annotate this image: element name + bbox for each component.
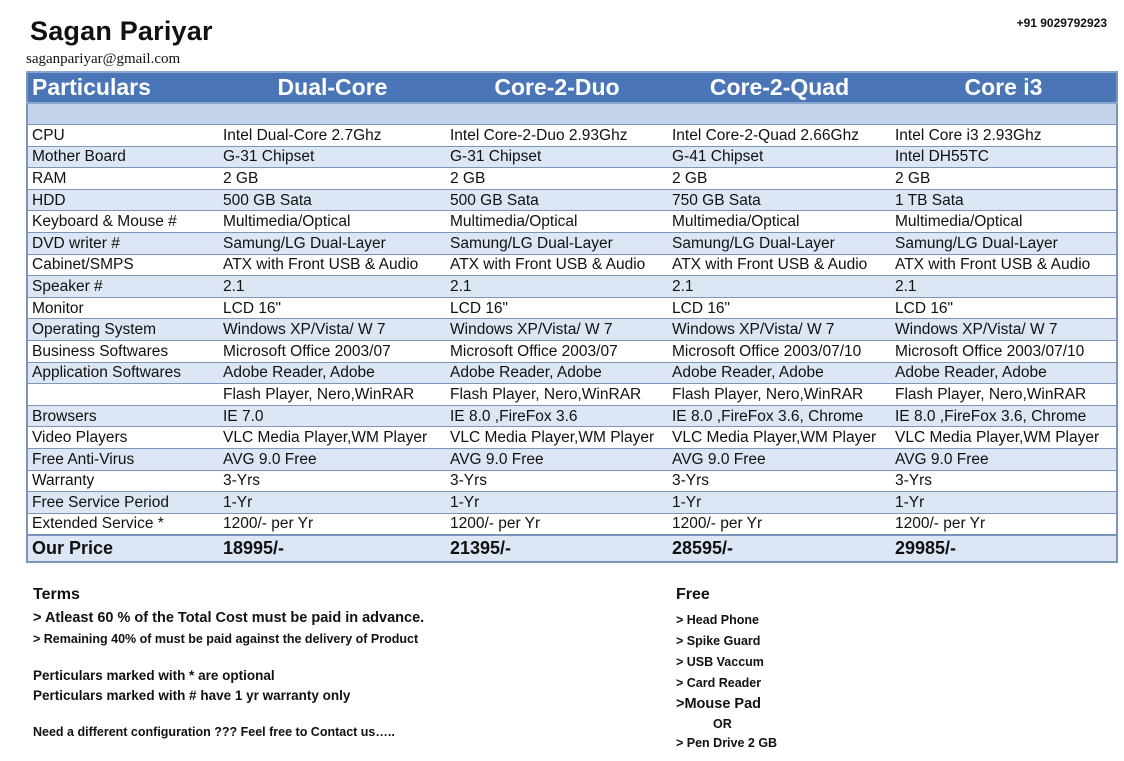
name-heading: Sagan Pariyar [30,16,213,46]
core-2-quad-cell: 2 GB [668,168,891,190]
warranty-note: Perticulars marked with # have 1 yr warranty only [33,688,351,703]
price-row [27,535,1117,562]
email-text: saganpariyar@gmail.com [26,51,181,67]
free-item: > Head Phone [676,613,760,627]
core-2-duo-cell: Multimedia/Optical [446,211,668,233]
core-2-duo-cell: 2 GB [446,168,668,190]
row-label [27,384,219,406]
price-cell: 18995/- [219,535,446,562]
core-2-quad-cell: ATX with Front USB & Audio [668,254,891,276]
dual-core-cell: Flash Player, Nero,WinRAR [219,384,446,406]
dual-core-cell: 2 GB [219,168,446,190]
core-2-duo-cell: AVG 9.0 Free [446,448,668,470]
core-i3-cell: IE 8.0 ,FireFox 3.6, Chrome [891,405,1117,427]
row-label: Operating System [27,319,219,341]
core-2-duo-cell: 2.1 [446,276,668,298]
row-label: Extended Service * [27,513,219,535]
core-2-duo-cell: Microsoft Office 2003/07 [446,340,668,362]
row-label: Video Players [27,427,219,449]
core-2-duo-cell: IE 8.0 ,FireFox 3.6 [446,405,668,427]
terms-remaining-line: > Remaining 40% of must be paid against the delivery of Product [33,632,419,646]
price-label: Our Price [27,535,219,562]
core-2-quad-cell: 3-Yrs [668,470,891,492]
contact-note: Need a different configuration ??? Feel free to Contact us….. [33,725,395,739]
core-i3-cell: 1 TB Sata [891,189,1117,211]
core-2-quad-cell: Windows XP/Vista/ W 7 [668,319,891,341]
row-label: Mother Board [27,146,219,168]
table-row [27,384,1117,406]
dual-core-cell: IE 7.0 [219,405,446,427]
core-2-duo-cell: LCD 16" [446,297,668,319]
core-2-quad-cell: Microsoft Office 2003/07/10 [668,340,891,362]
spacer-row [27,103,1117,125]
core-2-duo-cell: 1200/- per Yr [446,513,668,535]
table-row [27,125,1117,147]
free-item: > Spike Guard [676,634,761,648]
core-i3-cell: VLC Media Player,WM Player [891,427,1117,449]
core-i3-cell: 2 GB [891,168,1117,190]
core-2-quad-cell: Samung/LG Dual-Layer [668,232,891,254]
dual-core-cell: 500 GB Sata [219,189,446,211]
table-row [27,297,1117,319]
core-i3-cell: Microsoft Office 2003/07/10 [891,340,1117,362]
row-label: Cabinet/SMPS [27,254,219,276]
price-cell: 21395/- [446,535,668,562]
terms-title: Terms [33,586,80,603]
core-2-quad-cell: LCD 16" [668,297,891,319]
row-label: RAM [27,168,219,190]
core-2-quad-cell: AVG 9.0 Free [668,448,891,470]
core-2-quad-cell: 1-Yr [668,492,891,514]
free-section [676,586,976,754]
dual-core-cell: G-31 Chipset [219,146,446,168]
row-label: Browsers [27,405,219,427]
dual-core-cell: Windows XP/Vista/ W 7 [219,319,446,341]
phone-number: +91 9029792923 [1016,16,1107,30]
table-row [27,513,1117,535]
table-row [27,448,1117,470]
table-row [27,319,1117,341]
row-label: Keyboard & Mouse # [27,211,219,233]
core-i3-cell: 1-Yr [891,492,1117,514]
core-i3-cell: Windows XP/Vista/ W 7 [891,319,1117,341]
core-i3-cell: ATX with Front USB & Audio [891,254,1117,276]
table-row [27,340,1117,362]
row-label: Free Service Period [27,492,219,514]
core-i3-cell: Flash Player, Nero,WinRAR [891,384,1117,406]
header-dual-core: Dual-Core [219,72,446,103]
dual-core-cell: Multimedia/Optical [219,211,446,233]
free-item-last: > Pen Drive 2 GB [676,736,778,750]
table-row [27,362,1117,384]
specs-table [26,71,1118,563]
core-2-quad-cell: G-41 Chipset [668,146,891,168]
row-label: HDD [27,189,219,211]
core-2-quad-cell: VLC Media Player,WM Player [668,427,891,449]
row-label: Business Softwares [27,340,219,362]
table-row [27,232,1117,254]
core-i3-cell: AVG 9.0 Free [891,448,1117,470]
dual-core-cell: ATX with Front USB & Audio [219,254,446,276]
table-row [27,211,1117,233]
free-item: > USB Vaccum [676,655,764,669]
core-i3-cell: Samung/LG Dual-Layer [891,232,1117,254]
table-row [27,254,1117,276]
core-i3-cell: Adobe Reader, Adobe [891,362,1117,384]
dual-core-cell: AVG 9.0 Free [219,448,446,470]
core-2-duo-cell: Intel Core-2-Duo 2.93Ghz [446,125,668,147]
header-particulars: Particulars [27,72,219,103]
dual-core-cell: Adobe Reader, Adobe [219,362,446,384]
core-2-quad-cell: Multimedia/Optical [668,211,891,233]
core-i3-cell: 3-Yrs [891,470,1117,492]
terms-section [33,586,633,739]
row-label: DVD writer # [27,232,219,254]
core-2-duo-cell: Adobe Reader, Adobe [446,362,668,384]
dual-core-cell: VLC Media Player,WM Player [219,427,446,449]
or-text: OR [713,717,732,731]
table-row [27,405,1117,427]
core-2-quad-cell: Intel Core-2-Quad 2.66Ghz [668,125,891,147]
row-label: Monitor [27,297,219,319]
core-2-duo-cell: ATX with Front USB & Audio [446,254,668,276]
row-label: Speaker # [27,276,219,298]
core-2-quad-cell: 1200/- per Yr [668,513,891,535]
core-2-duo-cell: Samung/LG Dual-Layer [446,232,668,254]
optional-note: Perticulars marked with * are optional [33,668,275,683]
free-title: Free [676,586,710,603]
core-2-quad-cell: 2.1 [668,276,891,298]
core-2-quad-cell: IE 8.0 ,FireFox 3.6, Chrome [668,405,891,427]
core-2-quad-cell: Flash Player, Nero,WinRAR [668,384,891,406]
dual-core-cell: 2.1 [219,276,446,298]
table-row [27,146,1117,168]
core-2-duo-cell: 500 GB Sata [446,189,668,211]
core-i3-cell: Intel DH55TC [891,146,1117,168]
row-label: Application Softwares [27,362,219,384]
core-2-duo-cell: 3-Yrs [446,470,668,492]
table-row [27,470,1117,492]
dual-core-cell: 3-Yrs [219,470,446,492]
price-cell: 28595/- [668,535,891,562]
dual-core-cell: Intel Dual-Core 2.7Ghz [219,125,446,147]
terms-advance-line: > Atleast 60 % of the Total Cost must be paid in advance. [33,610,425,626]
core-2-quad-cell: Adobe Reader, Adobe [668,362,891,384]
row-label: Warranty [27,470,219,492]
dual-core-cell: Microsoft Office 2003/07 [219,340,446,362]
core-2-duo-cell: G-31 Chipset [446,146,668,168]
table-row [27,276,1117,298]
free-item: > Card Reader [676,676,762,690]
table-row [27,427,1117,449]
core-2-quad-cell: 750 GB Sata [668,189,891,211]
header-core-i3: Core i3 [891,72,1117,103]
core-2-duo-cell: VLC Media Player,WM Player [446,427,668,449]
core-2-duo-cell: Flash Player, Nero,WinRAR [446,384,668,406]
row-label: CPU [27,125,219,147]
dual-core-cell: 1200/- per Yr [219,513,446,535]
core-i3-cell: 2.1 [891,276,1117,298]
core-i3-cell: LCD 16" [891,297,1117,319]
header-core-2-duo: Core-2-Duo [446,72,668,103]
price-cell: 29985/- [891,535,1117,562]
table-row [27,189,1117,211]
table-row [27,168,1117,190]
free-item: >Mouse Pad [676,696,762,712]
core-2-duo-cell: 1-Yr [446,492,668,514]
header-core-2-quad: Core-2-Quad [668,72,891,103]
core-i3-cell: Intel Core i3 2.93Ghz [891,125,1117,147]
core-i3-cell: 1200/- per Yr [891,513,1117,535]
core-i3-cell: Multimedia/Optical [891,211,1117,233]
dual-core-cell: LCD 16" [219,297,446,319]
row-label: Free Anti-Virus [27,448,219,470]
dual-core-cell: 1-Yr [219,492,446,514]
dual-core-cell: Samung/LG Dual-Layer [219,232,446,254]
core-2-duo-cell: Windows XP/Vista/ W 7 [446,319,668,341]
table-row [27,492,1117,514]
table-header-row [27,72,1117,103]
